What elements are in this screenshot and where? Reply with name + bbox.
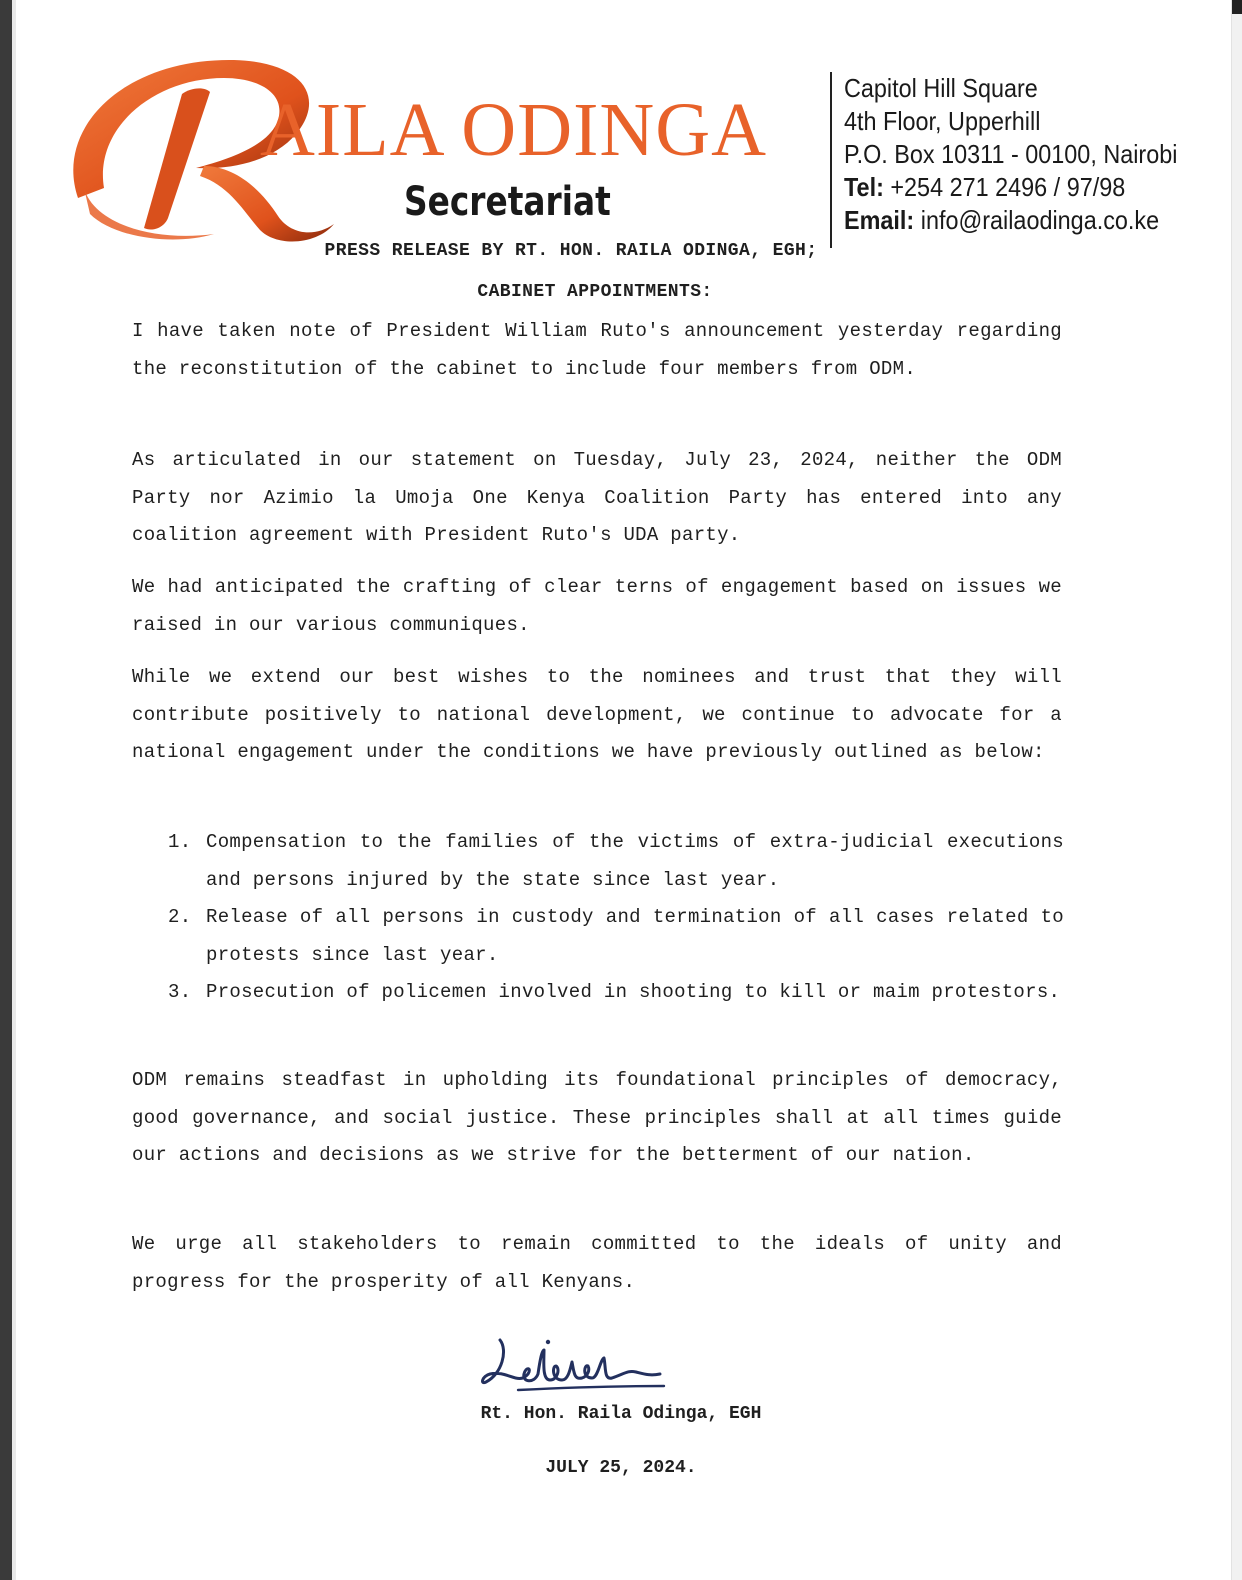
address-line-2: 4th Floor, Upperhill — [844, 106, 1041, 136]
paragraph-5: ODM remains steadfast in upholding its foundational principles of democracy, good governance, and social justice. These principles shall at all times guide our actions and decisions as we strive for the betterment of our nation. — [132, 1069, 1062, 1166]
conditions-list — [168, 824, 1064, 1012]
paragraph-2: As articulated in our statement on Tuesday, July 23, 2024, neither the ODM Party nor Azimio la Umoja One Kenya Coalition Party has entered into any coalition agreement with President Ruto's UDA party. — [132, 449, 1062, 546]
email-value: info@railaodinga.co.ke — [920, 205, 1160, 235]
list-item — [168, 824, 1064, 899]
address-line-3: P.O. Box 10311 - 00100, Nairobi — [844, 139, 1178, 169]
paragraph-4: While we extend our best wishes to the nominees and trust that they will contribute positively to national development, we continue to advocate for a national engagement under the conditions we have previously outlined as below: — [132, 666, 1062, 763]
list-item — [168, 974, 1064, 1012]
telephone-line — [844, 171, 1177, 204]
letterhead-address — [844, 72, 1177, 237]
list-number: 1. — [168, 831, 192, 853]
list-text: Release of all persons in custody and termination of all cases related to protests since last year. — [206, 906, 1064, 966]
logo-subtitle: Secretariat — [404, 179, 611, 225]
scan-border-left — [0, 0, 12, 1580]
tel-label: Tel: — [844, 172, 884, 202]
list-text: Prosecution of policemen involved in shooting to kill or maim protestors. — [206, 981, 1061, 1003]
press-release-heading: PRESS RELEASE BY RT. HON. RAILA ODINGA, EGH; — [324, 241, 818, 261]
signature-scribble-icon — [478, 1330, 668, 1394]
subject-heading: CABINET APPOINTMENTS: — [477, 282, 713, 302]
scan-border-right — [1231, 0, 1242, 1580]
list-text: Compensation to the families of the victims of extra-judicial executions and persons injured by the state since last year. — [206, 831, 1064, 891]
email-line — [844, 204, 1177, 237]
scan-corner-mark — [1232, 0, 1242, 14]
paragraph-3: We had anticipated the crafting of clear terns of engagement based on issues we raised in our various communiques. — [132, 576, 1062, 636]
address-divider — [830, 72, 832, 248]
address-line-1: Capitol Hill Square — [844, 73, 1038, 103]
release-date: JULY 25, 2024. — [545, 1458, 697, 1478]
scan-border-left-inner — [12, 0, 16, 1580]
letterhead-logo — [64, 48, 784, 248]
paragraph-6: We urge all stakeholders to remain committed to the ideals of unity and progress for the prosperity of all Kenyans. — [132, 1233, 1062, 1293]
list-item — [168, 899, 1064, 974]
signatory-name: Rt. Hon. Raila Odinga, EGH — [480, 1404, 762, 1424]
list-number: 3. — [168, 981, 192, 1003]
paragraph-1: I have taken note of President William Ruto's announcement yesterday regarding the reconstitution of the cabinet to include four members from ODM. — [132, 320, 1062, 380]
logo-name: AILA ODINGA — [260, 88, 768, 172]
email-label: Email: — [844, 205, 915, 235]
list-number: 2. — [168, 906, 192, 928]
tel-value: +254 271 2496 / 97/98 — [890, 172, 1126, 202]
